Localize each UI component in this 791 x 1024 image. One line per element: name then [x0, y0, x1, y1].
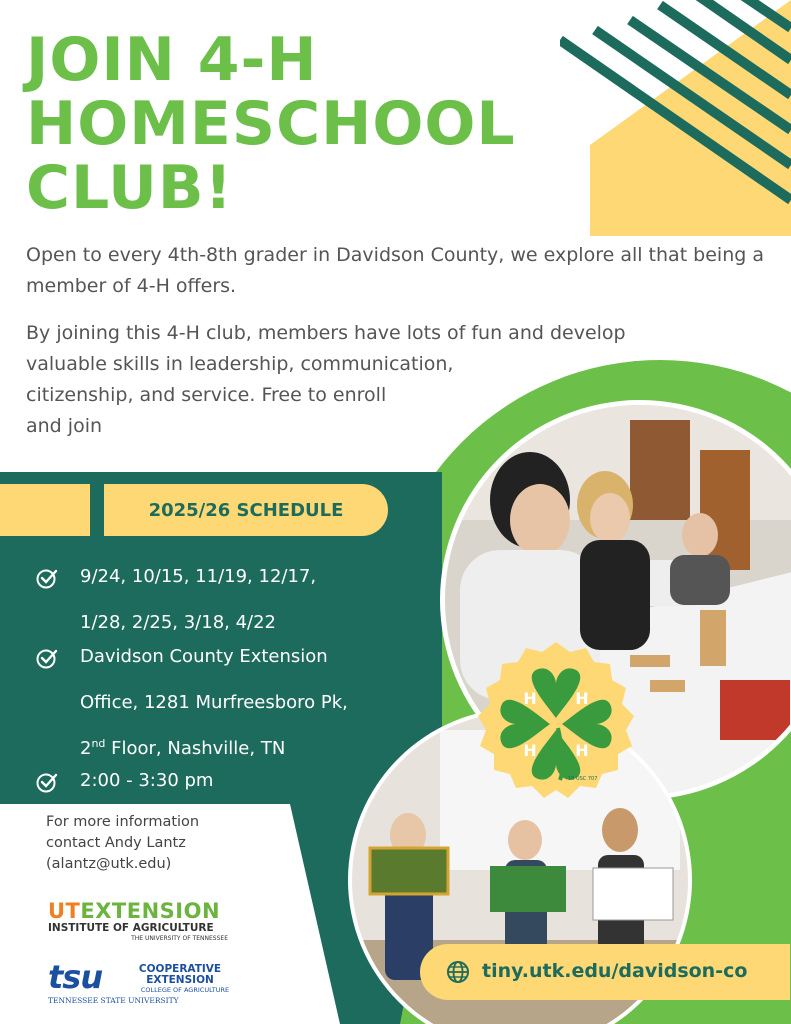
website-link[interactable]	[420, 944, 790, 1000]
location-line-3-rest: Floor, Nashville, TN	[105, 738, 286, 759]
tsu-extension-logo	[48, 958, 238, 1008]
tsu-college: COLLEGE OF AGRICULTURE	[140, 986, 230, 994]
svg-text:H: H	[575, 741, 589, 760]
time-text: 2:00 - 3:30 pm	[80, 770, 214, 791]
website-url[interactable]: tiny.utk.edu/davidson-co	[482, 960, 748, 982]
contact-line-1: For more information	[46, 814, 200, 830]
check-circle-icon	[36, 567, 58, 589]
tsu-extension-word: EXTENSION	[146, 974, 214, 986]
tsu-coop-word: COOPERATIVE	[138, 963, 222, 975]
tsu-university: TENNESSEE STATE UNIVERSITY	[48, 996, 179, 1005]
body-line-1: By joining this 4-H club, members have lots of fun and develop	[26, 322, 626, 344]
dates-line-1: 9/24, 10/15, 11/19, 12/17,	[80, 566, 317, 587]
body-line-4: and join	[26, 415, 103, 437]
intro-paragraph: Open to every 4th-8th grader in Davidson County, we explore all that being a member of 4-H offers.	[26, 244, 764, 297]
institute-name: INSTITUTE OF AGRICULTURE	[48, 922, 214, 934]
svg-text:H: H	[523, 689, 537, 708]
ut-extension-logo	[48, 900, 238, 943]
title-line-3: CLUB!	[26, 153, 233, 223]
body-line-2: valuable skills in leadership, communication,	[26, 353, 454, 375]
globe-icon	[446, 960, 470, 984]
contact-line-3: (alantz@utk.edu)	[46, 856, 172, 872]
svg-text:H: H	[575, 689, 589, 708]
svg-text:H: H	[523, 741, 537, 760]
ut-mark: UT	[48, 899, 81, 923]
yellow-left-bar	[0, 484, 90, 536]
check-circle-icon	[36, 647, 58, 669]
floor-number: 2	[80, 738, 92, 759]
floor-suffix: nd	[91, 737, 106, 750]
schedule-heading: 2025/26 SCHEDULE	[104, 484, 388, 536]
location-line-2: Office, 1281 Murfreesboro Pk,	[80, 692, 348, 713]
title-line-2: HOMESCHOOL	[26, 89, 516, 159]
contact-line-2: contact Andy Lantz	[46, 835, 186, 851]
check-circle-icon	[36, 771, 58, 793]
tsu-mark: tsu	[48, 958, 103, 996]
location-line-1: Davidson County Extension	[80, 646, 328, 667]
page-title	[26, 25, 586, 223]
university-name: THE UNIVERSITY OF TENNESSEE	[131, 935, 228, 942]
body-paragraph	[26, 318, 771, 442]
dates-line-2: 1/28, 2/25, 3/18, 4/22	[80, 612, 277, 633]
extension-word: EXTENSION	[80, 899, 221, 923]
title-line-1: JOIN 4-H	[26, 25, 318, 95]
emblem-code: 18 USC 707	[568, 776, 598, 782]
body-line-3: citizenship, and service. Free to enroll	[26, 384, 387, 406]
tsu-cooperative	[130, 964, 230, 986]
contact-info	[46, 812, 266, 875]
